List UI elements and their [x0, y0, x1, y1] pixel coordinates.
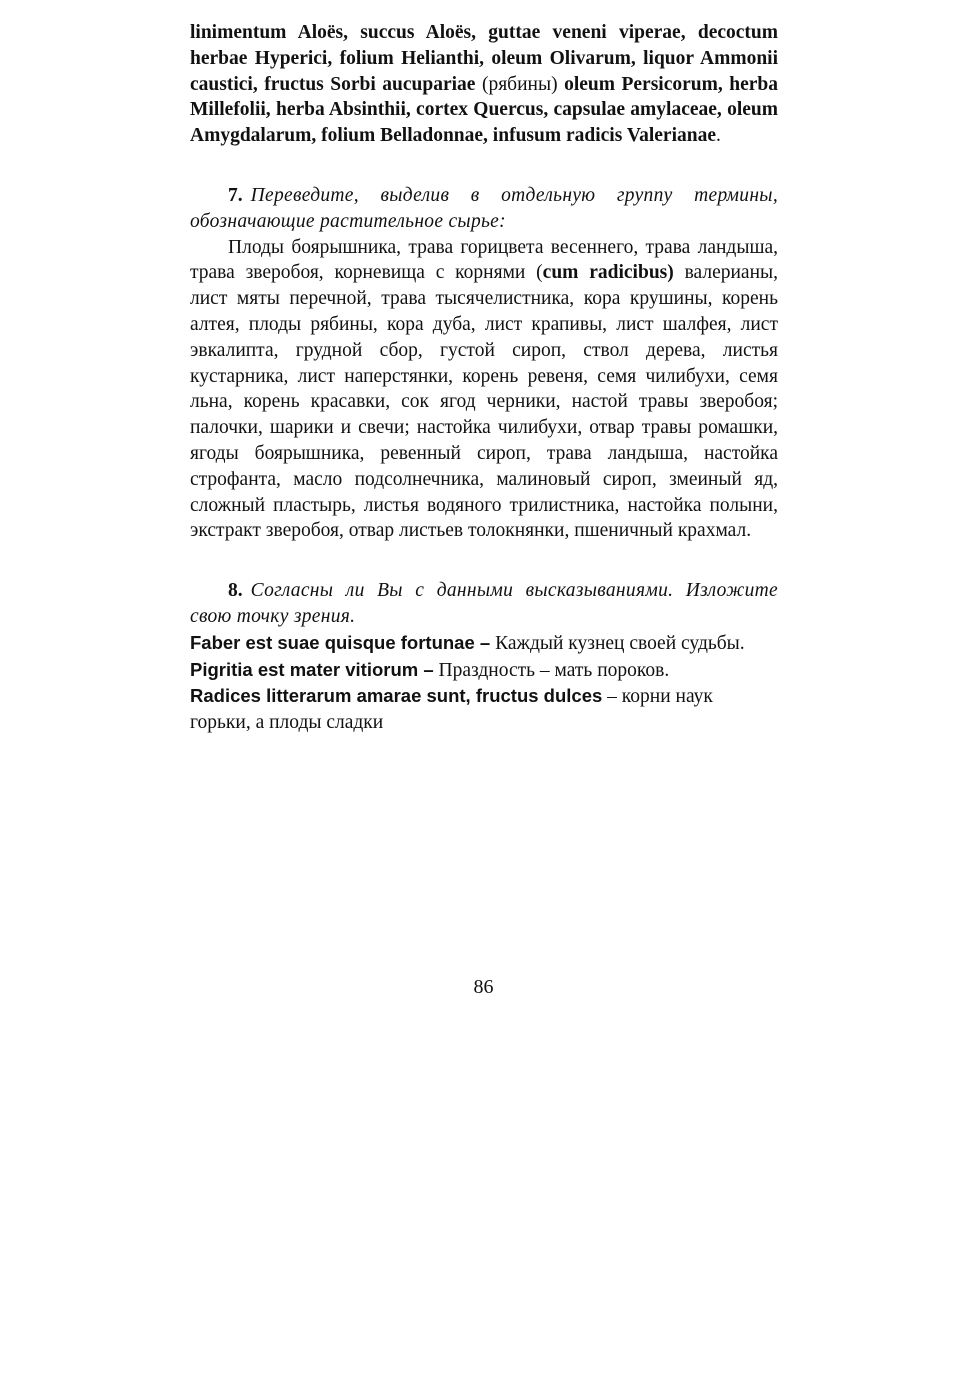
latin-terms-end: .	[716, 125, 721, 147]
spacer	[190, 149, 778, 183]
quote-1	[190, 630, 778, 657]
task-7-heading	[190, 183, 778, 235]
task-7-body-part-1: Плоды боярышника, трава горицвета весеннего, трава ландыша, трава зверобоя, корневища с корнями (	[190, 236, 778, 284]
task-8-instruction: Согласны ли Вы с данными высказываниями. Изложите свою точку зрения.	[190, 580, 778, 627]
latin-terms-paragraph	[190, 20, 778, 149]
task-7-body-latin: cum radicibus)	[542, 262, 674, 284]
spacer	[190, 544, 778, 578]
task-7-instruction: Переведите, выделив в отдельную группу термины, обозначающие растительное сырье:	[190, 184, 778, 232]
task-8-heading	[190, 578, 778, 630]
page-content	[190, 20, 778, 736]
quote-1-translation: Каждый кузнец своей судьбы.	[490, 632, 745, 654]
quote-1-latin: Faber est suae quisque fortunae –	[190, 631, 491, 653]
quote-3	[190, 683, 778, 736]
task-7-body-part-2: валерианы, лист мяты перечной, трава тысячелистника, кора крушины, корень алтея, плоды рябины, кора дуба, лист крапивы, лист шалфея, лист эвкалипта, грудной сбор, густой сироп, ствол дерева, листья кустарника, лист наперстянки, корень ревеня, семя чилибухи, семя льна, корень красавки, сок ягод черники, настой травы зверобоя; палочки, шарики и свечи; настойка чилибухи, отвар травы ромашки, ягоды боярышника, ревенный сироп, трава ландыша, настойка строфанта, масло подсолнечника, малиновый сироп, змеиный яд, сложный пластырь, листья водяного трилистника, настойка полыни, экстракт зверобоя, отвар листьев толокнянки, пшеничный крахмал.	[190, 262, 778, 542]
quote-3-translation: – корни наук горьки, а плоды сладки	[190, 686, 713, 734]
quote-3-latin: Radices litterarum amarae sunt, fructus dulces	[190, 685, 603, 707]
task-8-number: 8.	[228, 580, 243, 602]
quote-2	[190, 657, 778, 684]
task-7-number: 7.	[228, 184, 243, 206]
latin-terms-russian-gloss: (рябины)	[475, 73, 565, 95]
task-7-body	[190, 235, 778, 545]
page-number: 86	[473, 976, 494, 998]
quote-2-latin: Pigritia est mater vitiorum –	[190, 658, 434, 680]
latin-terms-part-1: linimentum Aloës, succus Aloës, guttae veneni viperae, decoctum herbae Hyperici, folium Helianthi, oleum Olivarum, liquor Ammonii caustici, fructus Sorbi aucupariae	[190, 22, 778, 95]
latin-terms-part-2: oleum Persicorum, herba Millefolii, herba Absinthii, cortex Quercus, capsulae amylaceae, oleum Amygdalarum, folium Belladonnae, infusum radicis Valerianae	[190, 73, 778, 147]
quote-2-translation: Праздность – мать пороков.	[433, 659, 670, 681]
